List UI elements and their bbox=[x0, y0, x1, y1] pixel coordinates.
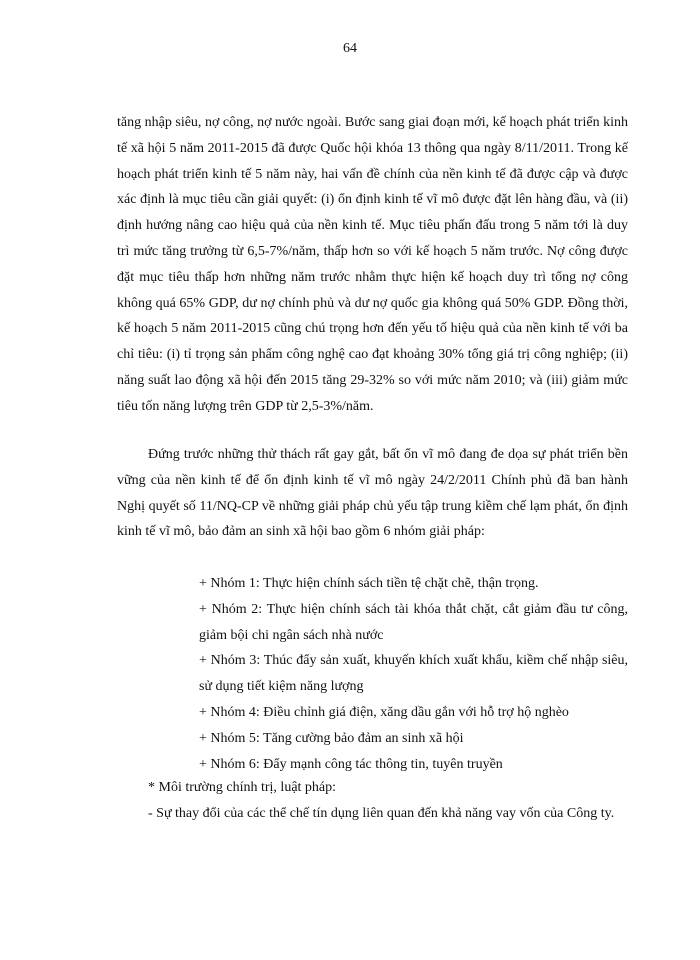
solution-group-item: + Nhóm 2: Thực hiện chính sách tài khóa thắt chặt, cắt giảm đầu tư công, giảm bội chi ngân sách nhà nước bbox=[199, 601, 628, 643]
page-number: 64 bbox=[343, 41, 357, 56]
solution-group-item: + Nhóm 6: Đẩy mạnh công tác thông tin, tuyên truyền bbox=[199, 756, 503, 772]
body-paragraph-1: tăng nhập siêu, nợ công, nợ nước ngoài. Bước sang giai đoạn mới, kế hoạch phát triển kinh tế xã hội 5 năm 2011-2015 đã được Quốc hội khóa 13 thông qua ngày 8/11/2011. Trong kế hoạch phát triển kinh tế 5 năm này, hai vấn đề chính của nền kinh tế đã được cập và được xác định là mục tiêu cần giải quyết: (i) ổn định kinh tế vĩ mô được đặt lên hàng đầu, và (ii) định hướng nâng cao hiệu quả của nền kinh tế. Mục tiêu phấn đấu trong 5 năm tới là duy trì mức tăng trưởng từ 6,5-7%/năm, thấp hơn so với kế hoạch 5 năm trước. Nợ công được đặt mục tiêu thấp hơn những năm trước nhằm thực hiện kế hoạch duy trì tổng nợ công không quá 65% GDP, dư nợ chính phủ và dư nợ quốc gia không quá 50% GDP. Đồng thời, kế hoạch 5 năm 2011-2015 cũng chú trọng hơn đến yếu tố hiệu quả của nền kinh tế với ba chỉ tiêu: (i) tỉ trọng sản phẩm công nghệ cao đạt khoảng 30% tổng giá trị công nghiệp; (ii) năng suất lao động xã hội đến 2015 tăng 29-32% so với mức năm 2010; và (iii) giảm mức tiêu tốn năng lượng trên GDP từ 2,5-3%/năm. bbox=[117, 115, 628, 414]
solution-group-item: + Nhóm 1: Thực hiện chính sách tiền tệ chặt chẽ, thận trọng. bbox=[199, 576, 539, 591]
body-paragraph-2: Đứng trước những thử thách rất gay gắt, bất ổn vĩ mô đang đe dọa sự phát triển bền vững của nền kinh tế để ổn định kinh tế vĩ mô ngày 24/2/2011 Chính phủ đã ban hành Nghị quyết số 11/NQ-CP về những giải pháp chủ yếu tập trung kiềm chế lạm phát, ổn định kinh tế vĩ mô, bảo đảm an sinh xã hội bao gồm 6 nhóm giải pháp: bbox=[117, 447, 628, 540]
solution-group-list bbox=[199, 571, 628, 777]
solution-group-item: + Nhóm 5: Tăng cường bảo đảm an sinh xã hội bbox=[199, 730, 464, 746]
section-heading: * Môi trường chính trị, luật pháp: bbox=[148, 780, 337, 795]
body-paragraph-3: - Sự thay đổi của các thể chế tín dụng liên quan đến khả năng vay vốn của Công ty. bbox=[148, 806, 615, 821]
solution-group-item: + Nhóm 4: Điều chỉnh giá điện, xăng dầu gắn với hỗ trợ hộ nghèo bbox=[199, 704, 569, 720]
solution-group-item: + Nhóm 3: Thúc đẩy sản xuất, khuyến khích xuất khẩu, kiềm chế nhập siêu, sử dụng tiết kiệm năng lượng bbox=[199, 653, 628, 695]
